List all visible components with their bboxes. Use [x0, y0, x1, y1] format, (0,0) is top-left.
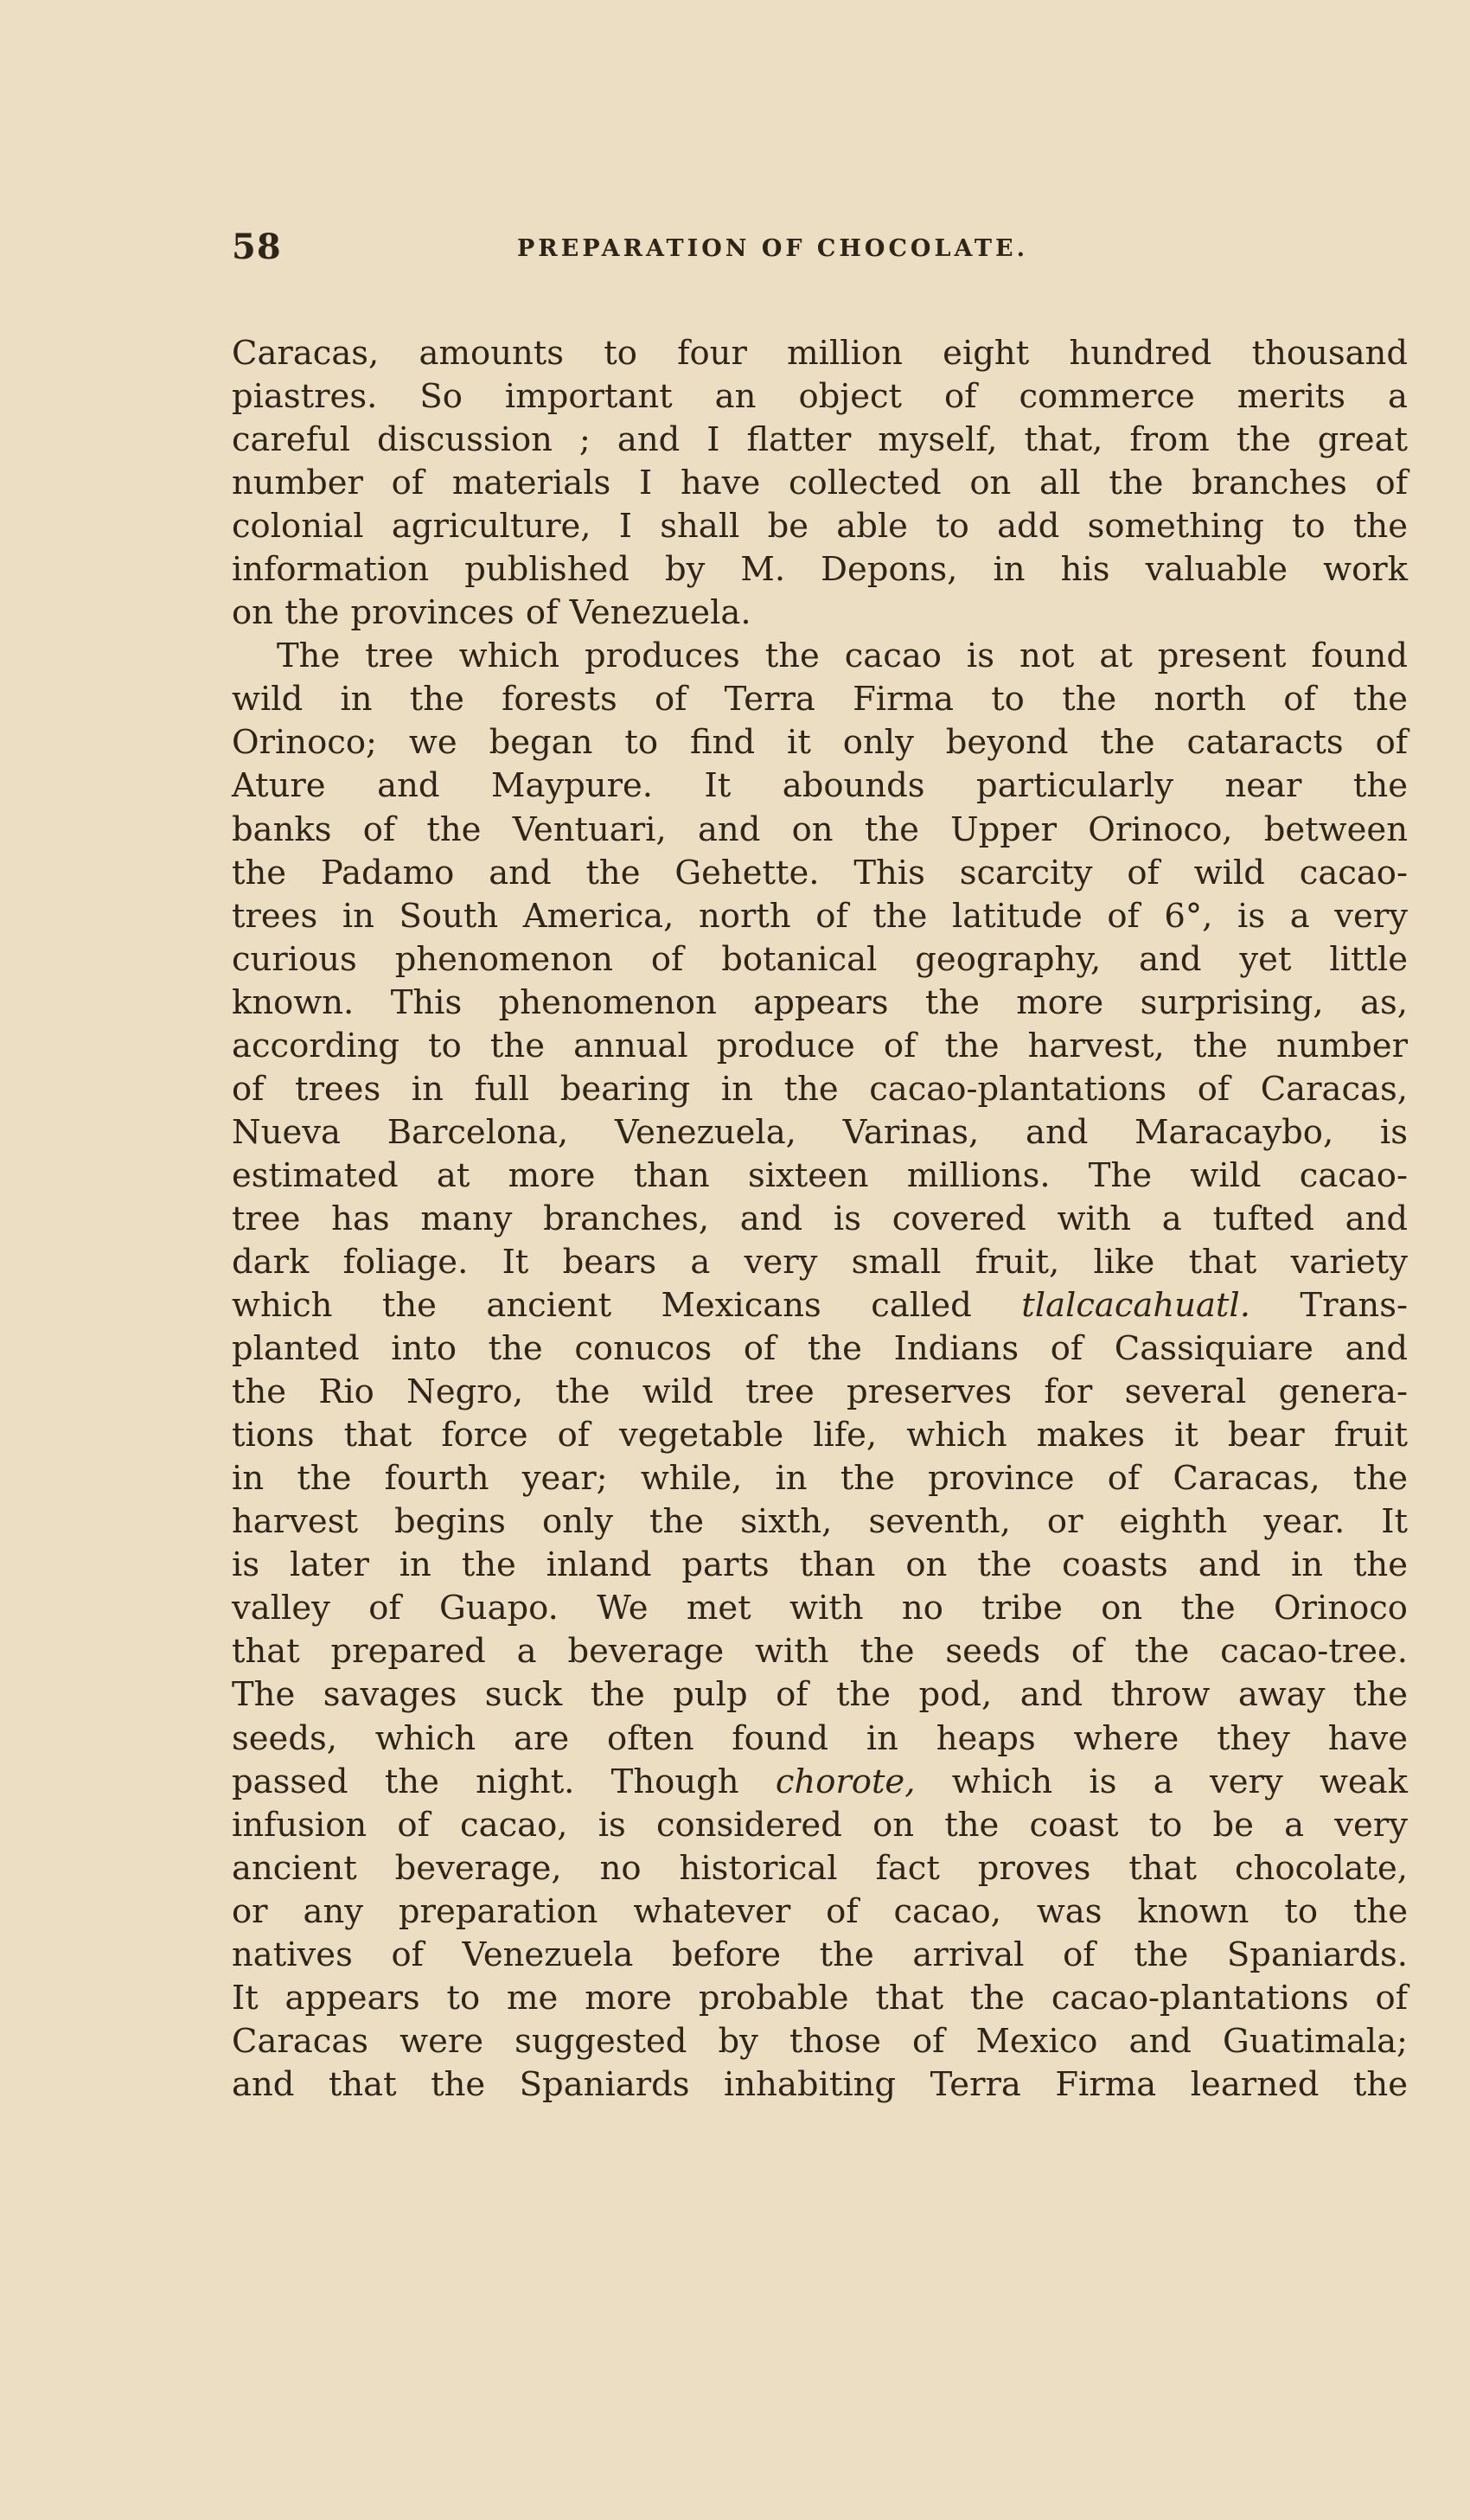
text-line: natives of Venezuela before the arrival of the Spaniards. — [232, 1935, 1408, 1974]
text-line: on the provinces of Venezuela. — [232, 593, 751, 633]
text-line: curious phenomenon of botanical geography, and yet little — [232, 939, 1408, 979]
text-line: banks of the Ventuari, and on the Upper Orinoco, between — [232, 809, 1408, 849]
text-line: colonial agriculture, I shall be able to add something to the — [232, 507, 1408, 547]
text-line: the Padamo and the Gehette. This scarcity of wild cacao- — [232, 853, 1408, 892]
text-line: infusion of cacao, is considered on the coast to be a very — [232, 1805, 1408, 1845]
text-line: Caracas were suggested by those of Mexico and Guatimala; — [232, 2021, 1408, 2061]
text-line: or any preparation whatever of cacao, was known to the — [232, 1891, 1408, 1931]
text-line: is later in the inland parts than on the coasts and in the — [232, 1545, 1408, 1585]
text-line: passed the night. Though chorote, which is a very weak — [232, 1762, 1408, 1801]
body-text — [232, 332, 1408, 2107]
text-line: in the fourth year; while, in the province of Caracas, the — [232, 1459, 1408, 1499]
text-line: number of materials I have collected on all the branches of — [232, 464, 1408, 503]
text-line: seeds, which are often found in heaps where they have — [232, 1718, 1408, 1758]
text-line: estimated at more than sixteen millions. The wild cacao- — [232, 1155, 1408, 1195]
text-line: tions that force of vegetable life, which makes it bear fruit — [232, 1416, 1408, 1455]
text-line: and that the Spaniards inhabiting Terra Firma learned the — [232, 2064, 1408, 2104]
text-line: wild in the forests of Terra Firma to the north of the — [232, 680, 1408, 720]
text-line: the Rio Negro, the wild tree preserves for several genera- — [232, 1372, 1408, 1412]
text-line: Caracas, amounts to four million eight hundred thousand — [232, 334, 1408, 373]
text-line: according to the annual produce of the harvest, the number — [232, 1026, 1408, 1065]
text-line: Ature and Maypure. It abounds particularly near the — [232, 766, 1408, 806]
text-line: that prepared a beverage with the seeds of the cacao-tree. — [232, 1632, 1408, 1672]
italic-term: chorote, — [775, 1762, 916, 1801]
text-line: information published by M. Depons, in his valuable work — [232, 550, 1408, 590]
text-line: trees in South America, north of the latitude of 6°, is a very — [232, 896, 1408, 936]
text-line: planted into the conucos of the Indians of Cassiquiare and — [232, 1329, 1408, 1369]
text-line: tree has many branches, and is covered with a tufted and — [232, 1199, 1408, 1238]
text-line: Orinoco; we began to find it only beyond the cataracts of — [232, 723, 1408, 763]
running-head — [232, 227, 1408, 287]
italic-term: tlalcacahuatl. — [1021, 1286, 1250, 1326]
text-line: piastres. So important an object of commerce merits a — [232, 377, 1408, 417]
text-line: known. This phenomenon appears the more surprising, as, — [232, 982, 1408, 1022]
text-line: ancient beverage, no historical fact proves that chocolate, — [232, 1848, 1408, 1888]
text-line: harvest begins only the sixth, seventh, or eighth year. It — [232, 1502, 1408, 1542]
text-line: which the ancient Mexicans called tlalcacahuatl. Trans- — [232, 1286, 1408, 1326]
text-line: It appears to me more probable that the cacao-plantations of — [232, 1978, 1408, 2018]
running-title: PREPARATION OF CHOCOLATE. — [517, 235, 1028, 262]
text-line: of trees in full bearing in the cacao-plantations of Caracas, — [232, 1069, 1408, 1109]
page-number: 58 — [232, 227, 282, 267]
text-line: careful discussion ; and I flatter myself, that, from the great — [232, 420, 1408, 460]
text-line: valley of Guapo. We met with no tribe on the Orinoco — [232, 1589, 1408, 1628]
text-line: The savages suck the pulp of the pod, and throw away the — [232, 1675, 1408, 1715]
text-line: dark foliage. It bears a very small fruit, like that variety — [232, 1242, 1408, 1282]
text-line: The tree which produces the cacao is not at present found — [277, 636, 1408, 676]
text-line: Nueva Barcelona, Venezuela, Varinas, and Maracaybo, is — [232, 1112, 1408, 1152]
